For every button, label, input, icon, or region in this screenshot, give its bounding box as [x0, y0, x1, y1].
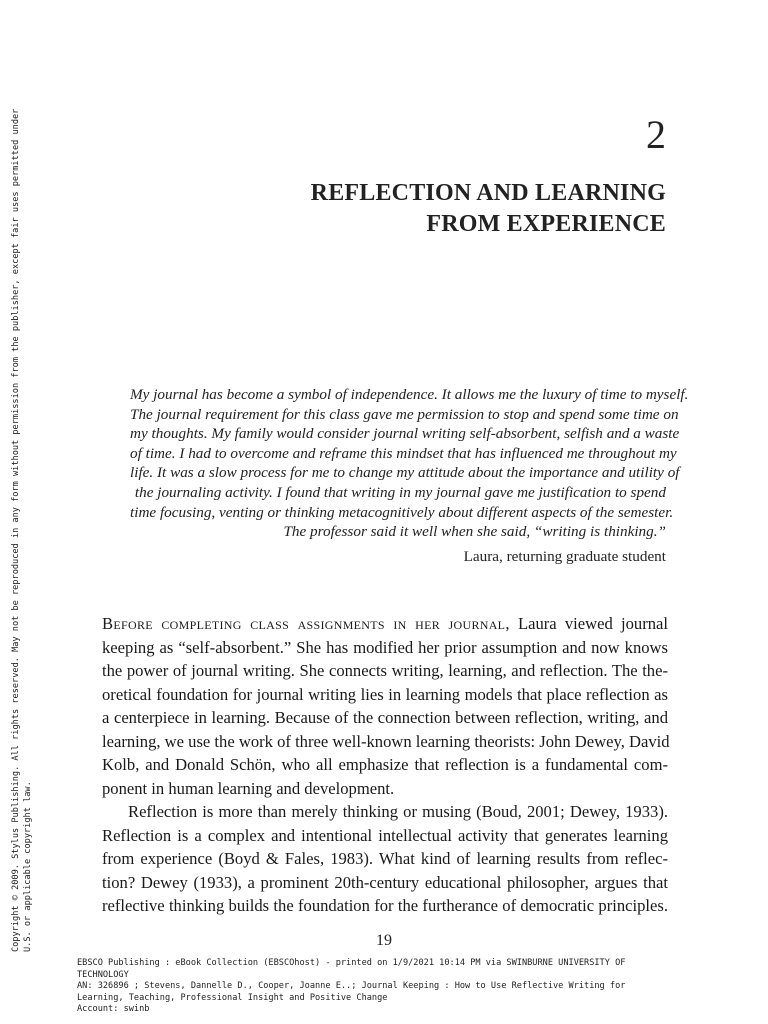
body-line: from experience (Boyd & Fales, 1983). What kind of learning results from reflec- [102, 849, 668, 868]
epigraph-attribution: Laura, returning graduate student [463, 548, 666, 565]
body-line: ponent in human learning and development. [102, 778, 395, 798]
body-line: keeping as “self-absorbent.” She has modified her prior assumption and now knows [102, 637, 668, 657]
chapter-title [186, 178, 666, 240]
chapter-number: 2 [646, 112, 666, 157]
body-line: learning, we use the work of three well-known learning theorists: John Dewey, David [102, 731, 670, 751]
body-line: Reflection is more than merely thinking or musing (Boud, 2001; Dewey, 1933). [128, 802, 668, 821]
footer-line: Learning, Teaching, Professional Insight and Positive Change [77, 992, 388, 1003]
body-line: a centerpiece in learning. Because of the connection between reflection, writing, and [102, 708, 668, 727]
epigraph-line: life. It was a slow process for me to change my attitude about the importance and utility of [130, 464, 680, 482]
epigraph-quote [130, 385, 689, 542]
body-line: the power of journal writing. She connects writing, learning, and reflection. The the- [102, 661, 668, 680]
footer-line: Account: swinb [77, 1004, 150, 1014]
footer-line: AN: 326896 ; Stevens, Dannelle D., Cooper, Joanne E..; Journal Keeping : How to Use Reflective Writing for [77, 981, 626, 991]
chapter-title-line: FROM EXPERIENCE [426, 211, 666, 237]
epigraph-line: The journal requirement for this class gave me permission to stop and spend some time on [130, 405, 679, 423]
epigraph-line: time focusing, venting or thinking metacognitively about different aspects of the semester. [130, 503, 674, 521]
epigraph-line: The professor said it well when she said, “writing is thinking.” [283, 523, 666, 541]
body-line [102, 612, 668, 636]
page-number: 19 [376, 932, 392, 949]
footer-line: TECHNOLOGY [77, 969, 129, 980]
body-line: reflective thinking builds the foundation for the furtherance of democratic principles. [102, 896, 668, 915]
footer-line: EBSCO Publishing : eBook Collection (EBSCOhost) - printed on 1/9/2021 10:14 PM via SWINBURNE UNIVERSITY OF [77, 958, 626, 968]
opening-smallcaps: Before completing class assignments in her journal, [102, 614, 510, 633]
body-line: oretical foundation for journal writing lies in learning models that place reflection as [102, 684, 668, 704]
ebsco-footer [77, 958, 697, 1016]
epigraph-line: the journaling activity. I found that writing in my journal gave me justification to spend [134, 483, 666, 501]
body-line: tion? Dewey (1933), a prominent 20th-century educational philosopher, argues that [102, 872, 668, 892]
epigraph-line: My journal has become a symbol of independence. It allows me the luxury of time to myself. [130, 386, 689, 403]
body-line: Reflection is a complex and intentional intellectual activity that generates learning [102, 825, 668, 845]
chapter-title-line: REFLECTION AND LEARNING [310, 180, 666, 206]
side-copyright-notice: Copyright © 2009. Stylus Publishing. All rights reserved. May not be reproduced in any form without permission from the publisher, except fair uses permitted under U.S. or applicable copyright law. [11, 108, 33, 952]
epigraph-line: my thoughts. My family would consider journal writing self-absorbent, selfish and a waste [130, 425, 680, 443]
epigraph-line: of time. I had to overcome and reframe this mindset that has influenced me throughout my [130, 444, 677, 462]
opening-rest: Laura viewed journal [509, 614, 668, 633]
body-text [102, 612, 668, 918]
body-line: Kolb, and Donald Schön, who all emphasize that reflection is a fundamental com- [102, 755, 668, 774]
